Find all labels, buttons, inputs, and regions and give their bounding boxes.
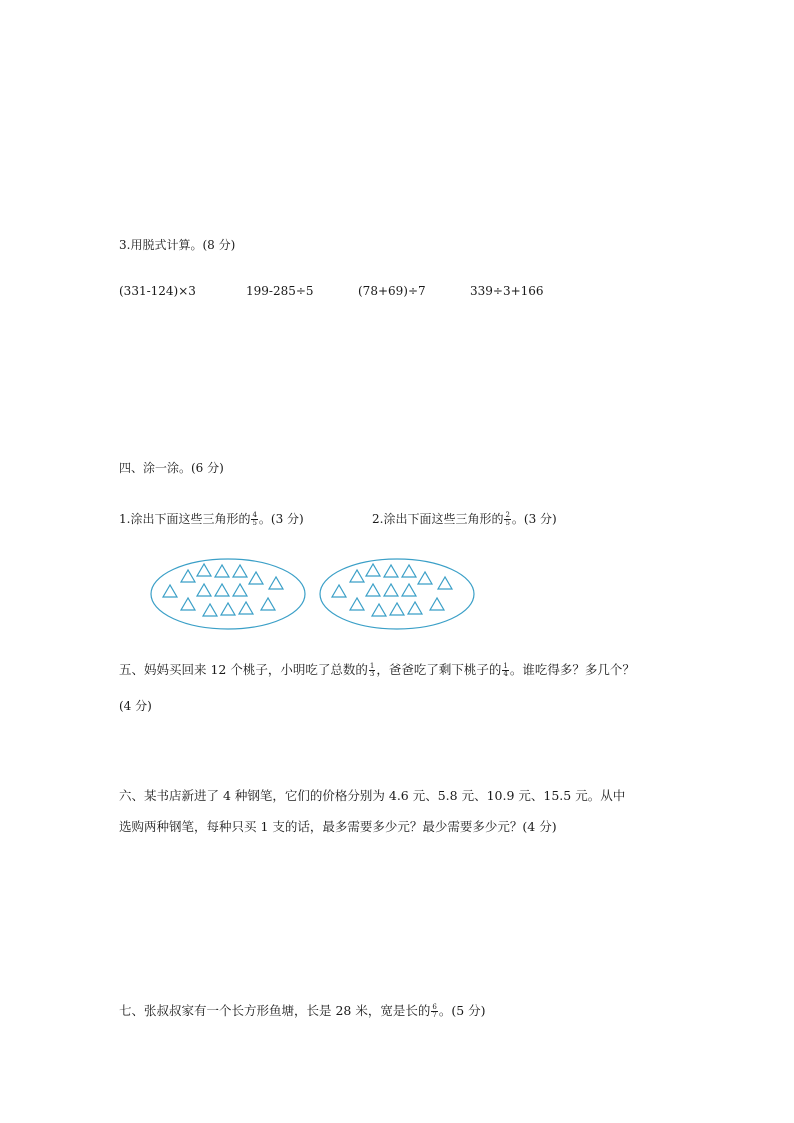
expression-2: 199-285÷5 <box>246 284 314 298</box>
triangle[interactable] <box>332 585 346 597</box>
section-7-points: 。(5 分) <box>438 1003 486 1018</box>
section-6-line-2: 选购两种钢笔，每种只买 1 支的话，最多需要多少元？最少需要多少元？(4 分) <box>119 819 557 834</box>
section-7-question <box>119 1003 486 1019</box>
triangle-group-2 <box>317 556 477 632</box>
triangle[interactable] <box>390 603 404 615</box>
fraction-numerator: 1 <box>503 662 508 670</box>
fraction-denominator: 5 <box>252 519 257 527</box>
fraction-denominator: 4 <box>503 670 508 678</box>
question-4-1 <box>119 511 304 527</box>
triangle[interactable] <box>181 570 195 582</box>
triangle[interactable] <box>233 584 247 596</box>
triangle[interactable] <box>233 565 247 577</box>
fraction-numerator: 6 <box>432 1003 437 1011</box>
triangle[interactable] <box>163 585 177 597</box>
triangle[interactable] <box>402 565 416 577</box>
expression-4: 339÷3+166 <box>470 284 544 298</box>
question-4-2-points: 。(3 分) <box>511 512 557 526</box>
triangle[interactable] <box>366 564 380 576</box>
fraction-numerator: 1 <box>369 662 375 670</box>
section-3-title: 3.用脱式计算。(8 分) <box>119 238 236 252</box>
triangle[interactable] <box>269 577 283 589</box>
question-4-1-text: 1.涂出下面这些三角形的 <box>119 512 251 526</box>
section-5-text-3: 。谁吃得多？多几个？ <box>509 662 635 677</box>
section-4-title: 四、涂一涂。(6 分) <box>119 461 224 475</box>
triangle[interactable] <box>239 602 253 614</box>
fraction <box>504 512 510 527</box>
triangle[interactable] <box>203 604 217 616</box>
triangle[interactable] <box>402 584 416 596</box>
triangle[interactable] <box>249 572 263 584</box>
expression-1: (331-124)×3 <box>119 284 196 298</box>
fraction <box>431 1004 437 1019</box>
fraction-denominator: 7 <box>432 1011 437 1019</box>
question-4-2 <box>372 511 557 527</box>
triangle-group-1 <box>148 556 308 632</box>
triangle[interactable] <box>372 604 386 616</box>
fraction-denominator: 5 <box>505 519 510 527</box>
triangle[interactable] <box>418 572 432 584</box>
triangle[interactable] <box>181 598 195 610</box>
triangle[interactable] <box>261 598 275 610</box>
triangle[interactable] <box>430 598 444 610</box>
triangle[interactable] <box>197 584 211 596</box>
fraction-numerator: 2 <box>505 511 510 519</box>
triangle[interactable] <box>384 584 398 596</box>
triangle-group-1-drawing <box>148 556 308 632</box>
triangle[interactable] <box>197 564 211 576</box>
triangle[interactable] <box>366 584 380 596</box>
section-7-text: 七、张叔叔家有一个长方形鱼塘，长是 28 米，宽是长的 <box>119 1003 431 1018</box>
question-4-1-points: 。(3 分) <box>258 512 304 526</box>
triangle[interactable] <box>384 565 398 577</box>
section-5-text-2: ，爸爸吃了剩下桃子的 <box>376 662 502 677</box>
fraction <box>251 512 257 527</box>
section-5-text-1: 五、妈妈买回来 12 个桃子，小明吃了总数的 <box>119 662 368 677</box>
triangle-group-2-drawing <box>317 556 477 632</box>
fraction-numerator: 4 <box>252 511 257 519</box>
triangle[interactable] <box>215 584 229 596</box>
section-5-points: (4 分) <box>119 699 152 713</box>
triangle[interactable] <box>408 602 422 614</box>
expression-3: (78+69)÷7 <box>358 284 426 298</box>
question-4-2-text: 2.涂出下面这些三角形的 <box>372 512 504 526</box>
triangle[interactable] <box>438 577 452 589</box>
triangle[interactable] <box>350 570 364 582</box>
section-6-line-1: 六、某书店新进了 4 种钢笔，它们的价格分别为 4.6 元、5.8 元、10.9 元、15.5 元。从中 <box>119 788 626 803</box>
section-5-question <box>119 662 635 678</box>
fraction-denominator: 3 <box>369 670 375 678</box>
fraction <box>369 663 375 678</box>
fraction <box>502 663 508 678</box>
triangle[interactable] <box>350 598 364 610</box>
triangle[interactable] <box>215 565 229 577</box>
triangle[interactable] <box>221 603 235 615</box>
